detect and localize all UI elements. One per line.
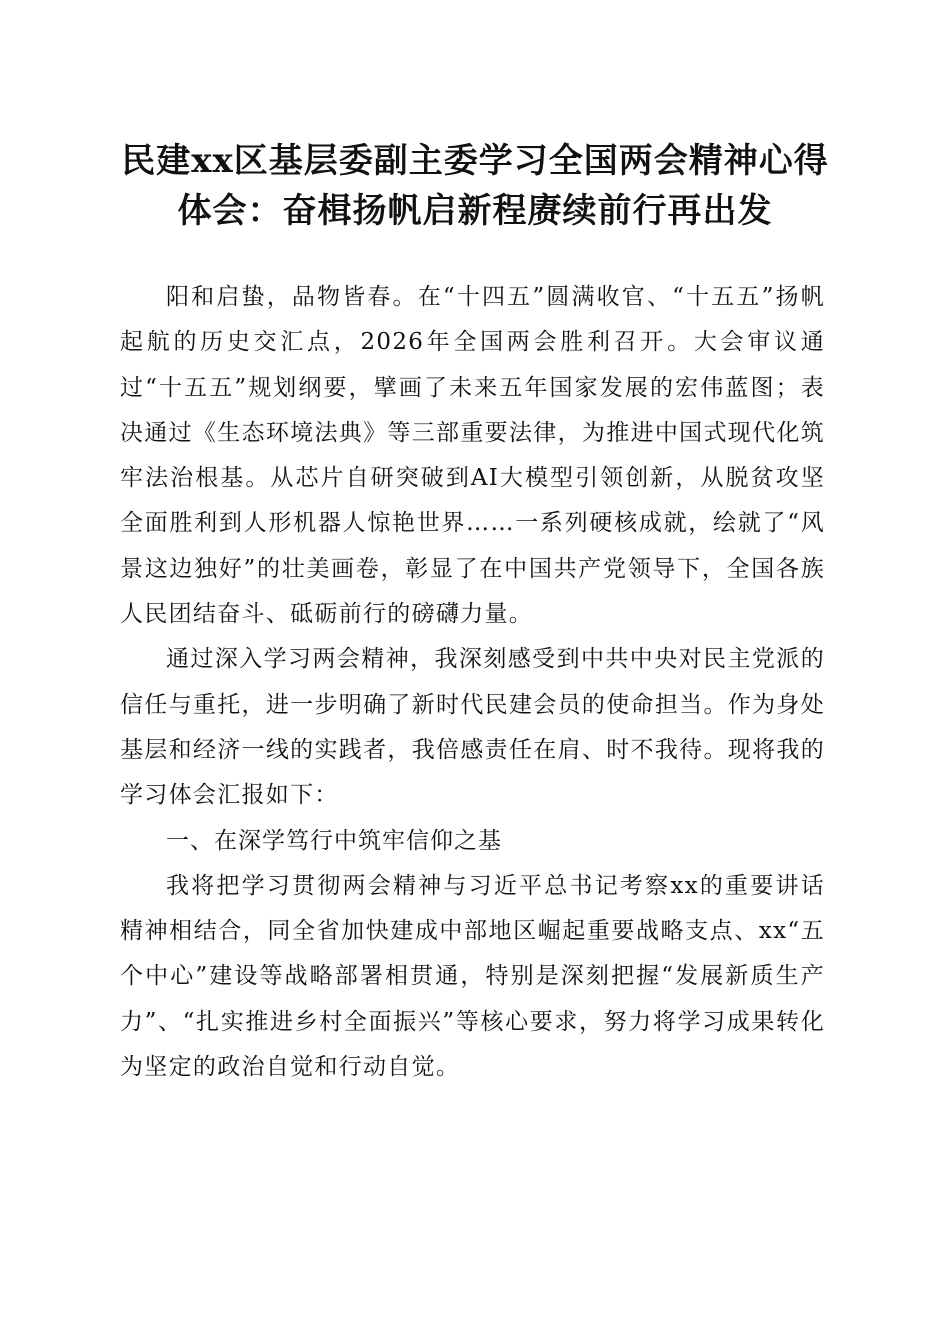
document-title: 民建xx区基层委副主委学习全国两会精神心得体会：奋楫扬帆启新程赓续前行再出发 (121, 141, 829, 231)
paragraph-section-1: 我将把学习贯彻两会精神与习近平总书记考察xx的重要讲话精神相结合，同全省加快建成中部地区崛起重要战略支点、xx“五个中心”建设等战略部署相贯通，特别是深刻把握“发展新质生产力”、“扎实推进乡村全面振兴”等核心要求，努力将学习成果转化为坚定的政治自觉和行动自觉。 (120, 872, 825, 1081)
paragraph-intro: 阳和启蛰，品物皆春。在“十四五”圆满收官、“十五五”扬帆起航的历史交汇点，2026年全国两会胜利召开。大会审议通过“十五五”规划纲要，擘画了未来五年国家发展的宏伟蓝图；表决通过《生态环境法典》等三部重要法律，为推进中国式现代化筑牢法治根基。从芯片自研突破到AI大模型引领创新，从脱贫攻坚全面胜利到人形机器人惊艳世界……一系列硬核成就，绘就了“风景这边独好”的壮美画卷，彰显了在中国共产党领导下，全国各族人民团结奋斗、砥砺前行的磅礴力量。 (120, 284, 825, 628)
document-body (120, 275, 825, 1090)
section-heading-1: 一、在深学笃行中筑牢信仰之基 (166, 827, 502, 854)
paragraph-summary: 通过深入学习两会精神，我深刻感受到中共中央对民主党派的信任与重托，进一步明确了新时代民建会员的使命担当。作为身处基层和经济一线的实践者，我倍感责任在肩、时不我待。现将我的学习体会汇报如下： (120, 646, 825, 809)
